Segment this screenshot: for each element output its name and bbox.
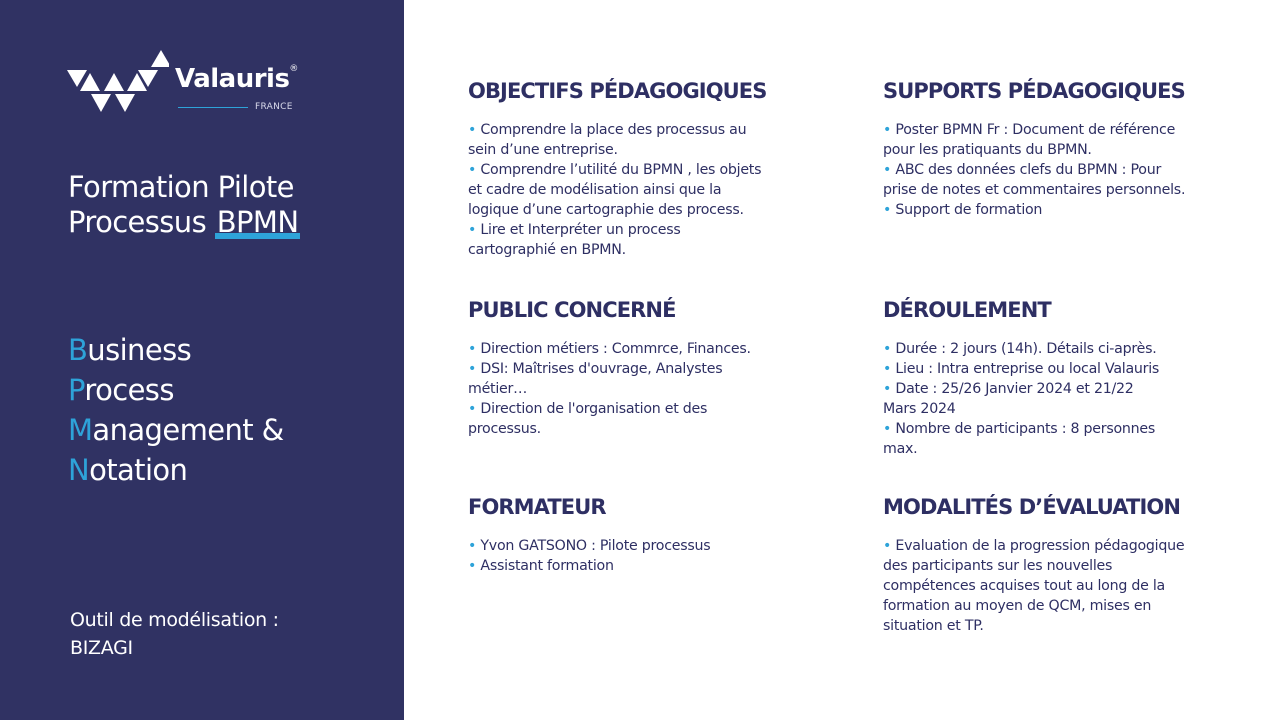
bullet-icon: •	[468, 538, 481, 554]
text-line	[468, 536, 813, 556]
text-line	[468, 180, 813, 200]
section-lines	[468, 339, 813, 439]
bullet-icon: •	[468, 401, 481, 417]
section-title: OBJECTIFS PÉDAGOGIQUES	[468, 79, 767, 103]
text-line	[883, 180, 1228, 200]
section-formateur	[468, 494, 813, 576]
line-text: Durée : 2 jours (14h). Détails ci-après.	[895, 341, 1157, 357]
section-lines	[883, 120, 1228, 220]
text-line	[883, 339, 1228, 359]
bullet-icon: •	[883, 381, 896, 397]
section-title: DÉROULEMENT	[883, 298, 1051, 322]
line-text: Direction métiers : Commrce, Finances.	[480, 341, 751, 357]
line-text: compétences acquises tout au long de la	[883, 578, 1165, 594]
bullet-icon: •	[883, 421, 896, 437]
valauris-logo	[67, 50, 317, 120]
line-text: max.	[883, 441, 918, 457]
section-title: MODALITÉS D’ÉVALUATION	[883, 495, 1180, 519]
brand-divider	[178, 107, 248, 108]
bpmn-highlight: BPMN	[216, 205, 299, 239]
text-line	[883, 120, 1228, 140]
line-text: DSI: Maîtrises d'ouvrage, Analystes	[480, 361, 723, 377]
bullet-icon: •	[468, 361, 481, 377]
line-text: Support de formation	[895, 202, 1043, 218]
line-text: Direction de l'organisation et des	[480, 401, 708, 417]
line-text: ABC des données clefs du BPMN : Pour	[895, 162, 1162, 178]
text-line	[468, 220, 813, 240]
bullet-icon: •	[468, 558, 481, 574]
text-line	[468, 399, 813, 419]
text-line	[468, 379, 813, 399]
text-line	[468, 200, 813, 220]
bullet-icon: •	[468, 222, 481, 238]
text-line	[883, 200, 1228, 220]
section-title: PUBLIC CONCERNÉ	[468, 298, 676, 322]
course-title-line1: Formation Pilote	[68, 170, 294, 204]
line-text: Evaluation de la progression pédagogique	[895, 538, 1185, 554]
text-line	[468, 120, 813, 140]
line-text: pour les pratiquants du BPMN.	[883, 142, 1092, 158]
text-line	[468, 140, 813, 160]
bullet-icon: •	[883, 162, 896, 178]
bullet-icon: •	[883, 202, 896, 218]
line-text: Yvon GATSONO : Pilote processus	[480, 538, 711, 554]
text-line	[883, 556, 1228, 576]
text-line	[883, 359, 1228, 379]
section-lines	[883, 536, 1228, 636]
line-text: Lieu : Intra entreprise ou local Valauris	[895, 361, 1160, 377]
line-text: formation au moyen de QCM, mises en	[883, 598, 1152, 614]
text-line	[883, 419, 1228, 439]
text-line	[468, 359, 813, 379]
line-text: Date : 25/26 Janvier 2024 et 21/22	[895, 381, 1134, 397]
text-line	[468, 419, 813, 439]
line-text: cartographié en BPMN.	[468, 242, 626, 258]
triangle-mark-icon	[67, 50, 169, 116]
text-line	[883, 596, 1228, 616]
bullet-icon: •	[883, 361, 896, 377]
line-text: logique d’une cartographie des process.	[468, 202, 744, 218]
line-text: processus.	[468, 421, 541, 437]
acronym-line-management: Management &	[68, 413, 284, 447]
line-text: sein d’une entreprise.	[468, 142, 618, 158]
section-supports	[883, 78, 1228, 220]
brand-country: FRANCE	[255, 102, 293, 112]
line-text: Comprendre l’utilité du BPMN , les objets	[480, 162, 762, 178]
bullet-icon: •	[468, 162, 481, 178]
section-objectifs	[468, 78, 813, 260]
bullet-icon: •	[468, 341, 481, 357]
modeling-tool	[70, 606, 279, 662]
text-line	[883, 399, 1228, 419]
text-line	[883, 160, 1228, 180]
section-modalites	[883, 494, 1228, 636]
line-text: métier…	[468, 381, 528, 397]
bullet-icon: •	[883, 538, 896, 554]
bullet-icon: •	[883, 122, 896, 138]
acronym-line-notation: Notation	[68, 453, 188, 487]
text-line	[468, 556, 813, 576]
line-text: Assistant formation	[480, 558, 614, 574]
bullet-icon: •	[883, 341, 896, 357]
text-line	[883, 616, 1228, 636]
bpmn-acronym	[68, 330, 284, 490]
text-line	[468, 240, 813, 260]
line-text: Mars 2024	[883, 401, 956, 417]
section-title: SUPPORTS PÉDAGOGIQUES	[883, 79, 1185, 103]
line-text: Poster BPMN Fr : Document de référence	[895, 122, 1176, 138]
section-deroulement	[883, 297, 1228, 459]
text-line	[883, 379, 1228, 399]
course-title	[68, 170, 388, 240]
sidebar	[0, 0, 404, 720]
line-text: prise de notes et commentaires personnels.	[883, 182, 1186, 198]
section-title: FORMATEUR	[468, 495, 606, 519]
acronym-line-business: Business	[68, 333, 192, 367]
section-lines	[468, 536, 813, 576]
section-public	[468, 297, 813, 439]
section-lines	[883, 339, 1228, 459]
line-text: et cadre de modélisation ainsi que la	[468, 182, 722, 198]
tool-value: BIZAGI	[70, 637, 133, 659]
course-title-line2: Processus BPMN	[68, 205, 299, 239]
acronym-line-process: Process	[68, 373, 174, 407]
bullet-icon: •	[468, 122, 481, 138]
section-lines	[468, 120, 813, 260]
brand-name: Valauris®	[175, 64, 298, 94]
text-line	[883, 140, 1228, 160]
line-text: des participants sur les nouvelles	[883, 558, 1113, 574]
line-text: Lire et Interpréter un process	[480, 222, 681, 238]
text-line	[883, 536, 1228, 556]
text-line	[468, 160, 813, 180]
line-text: Nombre de participants : 8 personnes	[895, 421, 1156, 437]
line-text: Comprendre la place des processus au	[480, 122, 747, 138]
line-text: situation et TP.	[883, 618, 984, 634]
text-line	[883, 576, 1228, 596]
tool-label: Outil de modélisation :	[70, 609, 279, 631]
text-line	[468, 339, 813, 359]
text-line	[883, 439, 1228, 459]
